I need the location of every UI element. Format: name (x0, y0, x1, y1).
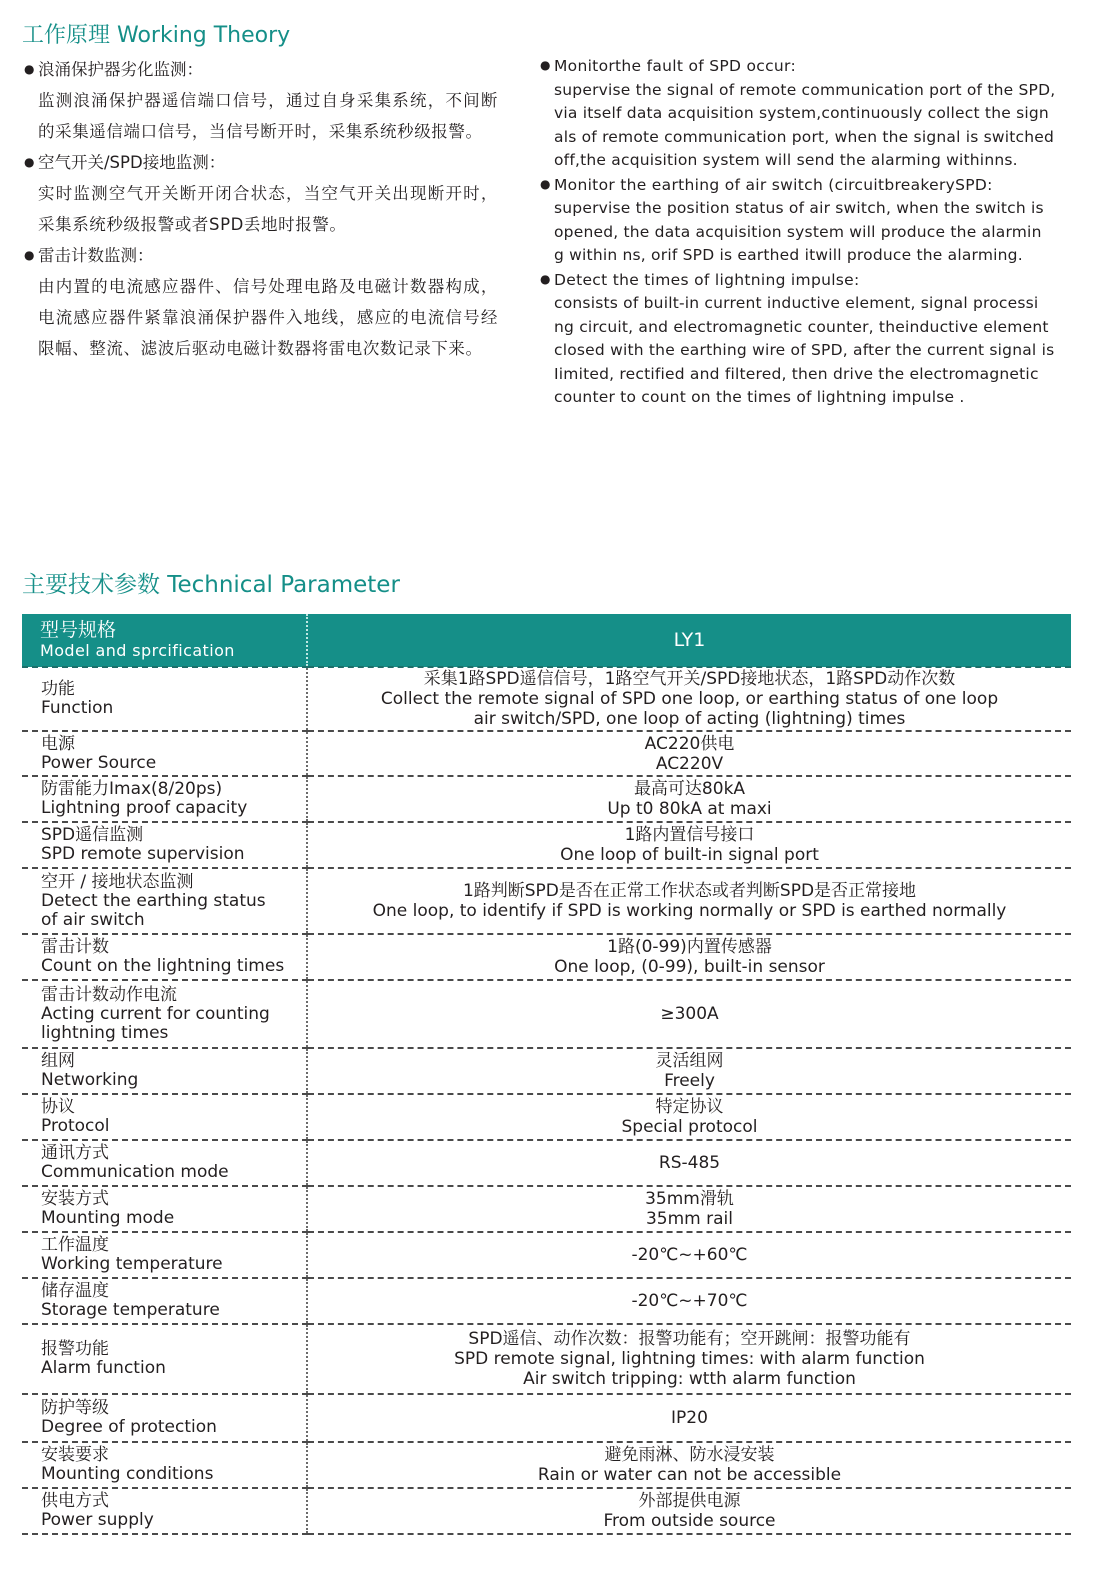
param-value-line: Collect the remote signal of SPD one loop, or earthing status of one loop (380, 689, 999, 709)
param-label-cell (22, 980, 307, 1048)
bullet-icon: ● (24, 248, 35, 262)
param-label-cell (22, 1488, 307, 1534)
param-label-en: SPD remote supervision (41, 844, 245, 864)
param-label-cell (22, 934, 307, 980)
param-label-cn: 功能 (41, 679, 75, 699)
header-model-cell: LY1 (307, 614, 1071, 667)
param-label-cn: 雷击计数 (41, 937, 109, 957)
parameter-table (22, 614, 1071, 1535)
body-line: opened, the data acquisition system will produce the alarmin (554, 222, 1042, 241)
param-value-cell (307, 1094, 1071, 1140)
param-label-en: Acting current for counting (41, 1003, 270, 1024)
table-row (22, 822, 1071, 868)
bullet-icon: ● (540, 58, 551, 72)
theory-chinese-column (24, 54, 504, 364)
param-label-en: Power Source (41, 752, 157, 773)
param-value-line: 1路判断SPD是否在正常工作状态或者判断SPD是否正常接地 (462, 881, 917, 901)
table-row (22, 1488, 1071, 1534)
table-row (22, 1232, 1071, 1278)
theory-item-body: 监测浪涌保护器遥信端口信号，通过自身采集系统，不间断的采集遥信端口信号，当信号断开时，采集系统秒级报警。 (38, 91, 498, 141)
param-label-en: Alarm function (41, 1358, 166, 1378)
param-value-cell (307, 868, 1071, 934)
param-label-en: Storage temperature (41, 1300, 220, 1320)
param-value-line: 避免雨淋、防水浸安装 (604, 1445, 775, 1465)
theory-item-title: Monitorthe fault of SPD occur: (554, 57, 796, 75)
param-label-cn: 空开 / 接地状态监测 (41, 871, 194, 892)
header-label-cell (22, 614, 307, 667)
param-value-cell (307, 1232, 1071, 1278)
header-label-en: Model and sprcification (40, 641, 235, 660)
body-line: supervise the signal of remote communication port of the SPD, (554, 80, 1056, 99)
theory-item-title: 空气开关/SPD接地监测： (38, 153, 226, 172)
working-theory-heading: 工作原理 Working Theory (22, 23, 291, 48)
param-value-line: Air switch tripping: wtth alarm function (523, 1369, 856, 1389)
param-label-en: Function (41, 698, 114, 718)
param-value-cell (307, 980, 1071, 1048)
theory-item-title: 浪涌保护器劣化监测： (38, 60, 203, 79)
body-line: closed with the earthing wire of SPD, after the current signal is (554, 341, 1055, 359)
param-label-en: Communication mode (41, 1162, 229, 1182)
theory-item-body: 由内置的电流感应器件、信号处理电路及电磁计数器构成，电流感应器件紧靠浪涌保护器件入地线，感应的电流信号经限幅、整流、滤波后驱动电磁计数器将雷电次数记录下来。 (38, 277, 498, 358)
table-row (22, 776, 1071, 822)
theory-item-cn (24, 240, 504, 364)
theory-item-body: 实时监测空气开关断开闭合状态，当空气开关出现断开时，采集系统秒级报警或者SPD丢地时报警。 (38, 184, 498, 234)
param-label-cn: 安装方式 (41, 1189, 109, 1209)
param-label-cell (22, 1186, 307, 1232)
param-label-cell (22, 731, 307, 776)
param-label-cell (22, 1324, 307, 1394)
table-row (22, 1394, 1071, 1442)
theory-item-body (554, 292, 1079, 410)
param-label-cn: 供电方式 (41, 1491, 109, 1511)
param-label-cn: SPD遥信监测 (41, 825, 144, 845)
param-label-cn: 安装要求 (41, 1445, 109, 1465)
param-value-line: SPD remote signal, lightning times: with alarm function (454, 1349, 925, 1369)
table-row (22, 1186, 1071, 1232)
param-value-cell (307, 1278, 1071, 1324)
param-value-cell (307, 1442, 1071, 1488)
param-value-line: air switch/SPD, one loop of acting (lightning) times (473, 709, 906, 729)
param-value-line: From outside source (603, 1511, 776, 1531)
param-label-en: Power supply (41, 1510, 154, 1530)
param-value-cell (307, 1048, 1071, 1094)
param-value-line: SPD遥信、动作次数：报警功能有；空开跳闸：报警功能有 (468, 1329, 911, 1349)
theory-item-cn (24, 147, 504, 240)
param-label-cn: 报警功能 (41, 1339, 109, 1359)
param-value-line: 采集1路SPD遥信信号，1路空气开关/SPD接地状态，1路SPD动作次数 (423, 669, 956, 689)
param-value-cell (307, 667, 1071, 731)
body-line: g within ns, orif SPD is earthed itwill produce the alarming. (554, 246, 1023, 264)
param-label-en: Detect the earthing status (41, 890, 266, 911)
theory-item-title: Monitor the earthing of air switch (circuitbreakerySPD: (554, 175, 993, 194)
param-label-en: Count on the lightning times (41, 956, 285, 976)
theory-item-en (540, 173, 1085, 268)
param-label-cell (22, 868, 307, 934)
body-line: Iimited, rectified and filtered, then drive the electromagnetic (554, 364, 1039, 383)
table-row (22, 1094, 1071, 1140)
bullet-icon: ● (540, 176, 551, 191)
param-label-en: lightning times (41, 1022, 169, 1043)
param-label-cell (22, 1048, 307, 1094)
param-value-cell (307, 1488, 1071, 1534)
bullet-icon: ● (24, 62, 35, 76)
param-label-en: of air switch (41, 909, 145, 930)
body-line: off,the acquisition system will send the alarming withinns. (554, 151, 1018, 169)
table-row (22, 1048, 1071, 1094)
param-label-en: Working temperature (41, 1254, 223, 1274)
param-value-line: 35mm滑轨 (645, 1189, 734, 1209)
param-label-cn: 协议 (41, 1097, 75, 1117)
body-line: ng circuit, and electromagnetic counter, theinductive element (554, 317, 1049, 336)
param-label-cell (22, 1394, 307, 1442)
param-label-cell (22, 776, 307, 822)
param-value-cell (307, 934, 1071, 980)
param-value-cell (307, 776, 1071, 822)
technical-parameter-heading: 主要技术参数 Technical Parameter (22, 572, 400, 598)
param-value-line: 外部提供电源 (638, 1491, 741, 1511)
param-label-cn: 防雷能力Imax(8/20ps) (41, 779, 223, 799)
body-line: supervise the position status of air switch, when the switch is (554, 199, 1044, 217)
param-value-line: Freely (664, 1071, 715, 1091)
theory-item-en (540, 54, 1085, 173)
param-value-cell (307, 1186, 1071, 1232)
param-value-line: AC220V (655, 753, 724, 774)
param-value-cell (307, 1140, 1071, 1186)
param-value-line: 1路内置信号接口 (624, 825, 755, 845)
body-line: counter to count on the times of lightning impulse . (554, 388, 965, 406)
param-value-cell (307, 731, 1071, 776)
table-row (22, 1442, 1071, 1488)
param-value-line: 特定协议 (655, 1097, 724, 1117)
table-row (22, 1140, 1071, 1186)
param-value-line: RS-485 (658, 1153, 721, 1173)
param-label-cn: 电源 (41, 733, 75, 754)
param-label-cn: 工作温度 (41, 1235, 109, 1255)
param-value-line: One loop, (0-99), built-in sensor (554, 957, 825, 977)
param-label-cn: 防护等级 (41, 1398, 109, 1418)
theory-english-column (540, 54, 1085, 410)
body-line: als of remote communication port, when the signal is switched (554, 127, 1055, 146)
param-label-en: Networking (41, 1070, 139, 1090)
table-row (22, 934, 1071, 980)
body-line: consists of built-in current inductive element, signal processi (554, 294, 1039, 312)
param-value-line: One loop of built-in signal port (560, 845, 819, 865)
theory-item-title: Detect the times of lightning impulse: (554, 270, 860, 289)
param-value-line: 最高可达80kA (633, 779, 746, 799)
param-label-cell (22, 1140, 307, 1186)
param-value-line: -20℃~+60℃ (631, 1245, 748, 1265)
param-value-line: Rain or water can not be accessible (537, 1465, 842, 1485)
table-row (22, 1324, 1071, 1394)
param-value-line: -20℃~+70℃ (631, 1291, 748, 1311)
param-value-line: 1路(0-99)内置传感器 (607, 937, 772, 957)
theory-item-en (540, 268, 1085, 410)
table-row (22, 1278, 1071, 1324)
param-value-cell (307, 1324, 1071, 1394)
param-value-cell (307, 1394, 1071, 1442)
param-label-cn: 组网 (41, 1051, 75, 1071)
param-label-cn: 雷击计数动作电流 (41, 984, 177, 1005)
theory-item-body (554, 197, 1079, 268)
param-label-en: Protocol (41, 1116, 110, 1136)
param-value-line: Up t0 80kA at maxi (607, 799, 772, 819)
table-row (22, 980, 1071, 1048)
table-row (22, 868, 1071, 934)
theory-item-cn (24, 54, 504, 147)
param-label-cn: 通讯方式 (41, 1143, 109, 1163)
param-label-cell (22, 822, 307, 868)
param-value-line: 灵活组网 (655, 1051, 724, 1071)
param-label-cell (22, 1094, 307, 1140)
table-header-row (22, 614, 1071, 667)
param-value-line: AC220供电 (644, 733, 735, 754)
bullet-icon: ● (24, 155, 35, 169)
param-value-cell (307, 822, 1071, 868)
param-label-en: Degree of protection (41, 1417, 217, 1437)
param-label-cell (22, 1232, 307, 1278)
param-value-line: ≥300A (660, 1004, 719, 1024)
param-label-cell (22, 1442, 307, 1488)
param-label-cell (22, 667, 307, 731)
table-row (22, 731, 1071, 776)
param-value-line: IP20 (671, 1408, 708, 1428)
param-label-en: Mounting mode (41, 1208, 175, 1228)
header-label-cn: 型号规格 (40, 619, 117, 641)
body-line: via itself data acquisition system,continuously collect the sign (554, 104, 1049, 122)
param-value-line: 35mm rail (645, 1209, 733, 1229)
param-label-cn: 储存温度 (41, 1281, 109, 1301)
theory-item-title: 雷击计数监测： (38, 246, 154, 265)
param-label-en: Lightning proof capacity (41, 798, 248, 818)
bullet-icon: ● (540, 271, 551, 286)
theory-item-body (554, 79, 1079, 173)
param-value-line: One loop, to identify if SPD is working normally or SPD is earthed normally (372, 901, 1007, 921)
table-row (22, 667, 1071, 731)
param-label-cell (22, 1278, 307, 1324)
param-value-line: Special protocol (621, 1117, 758, 1137)
parameter-rows (22, 667, 1071, 1534)
param-label-en: Mounting conditions (41, 1464, 214, 1484)
